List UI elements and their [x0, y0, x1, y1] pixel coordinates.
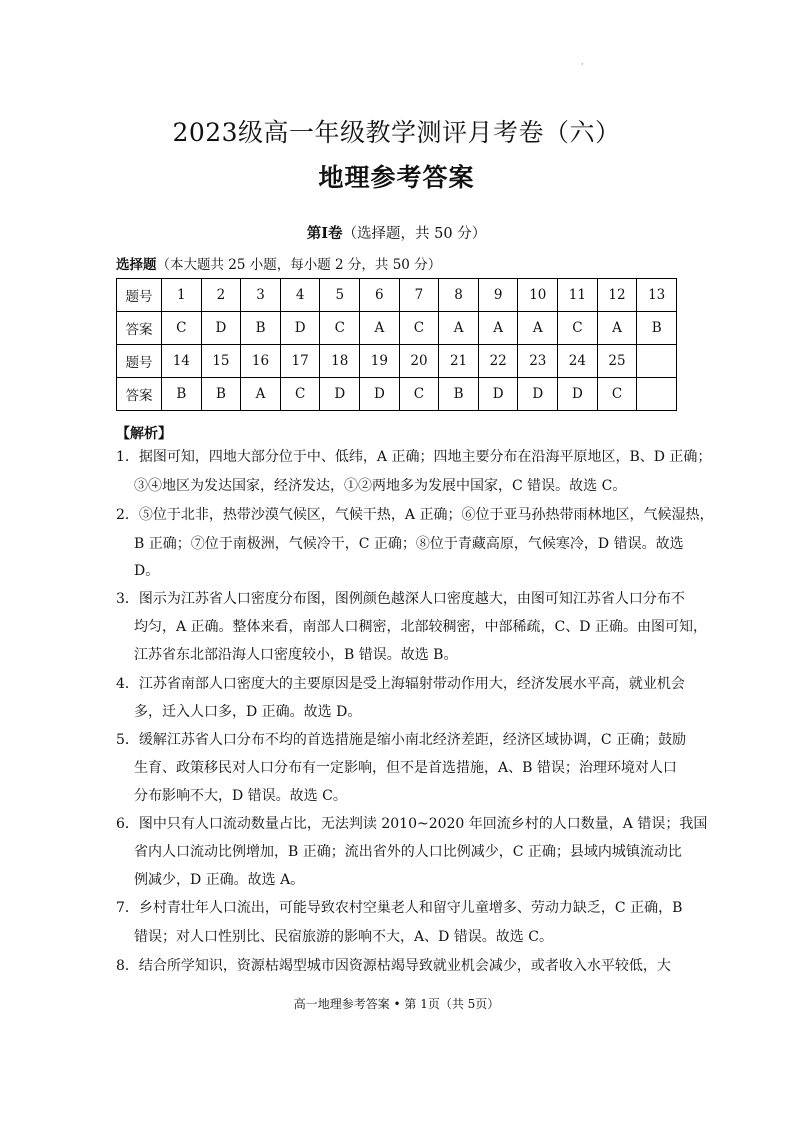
table-cell: C: [162, 312, 202, 345]
table-cell: 8: [439, 279, 479, 312]
corner-dot: ·: [581, 60, 584, 69]
analysis-line: ③④地区为发达国家，经济发达，①②两地多为发展中国家，C 错误。故选 C。: [134, 478, 627, 494]
table-cell: 15: [201, 345, 241, 378]
table-cell: 1: [162, 279, 202, 312]
analysis-line: 3．图示为江苏省人口密度分布图，图例颜色越深人口密度越大，由图可知江苏省人口分布不: [116, 591, 685, 607]
table-row-header: 题号: [117, 279, 162, 312]
table-cell: B: [241, 312, 281, 345]
table-row-header: 答案: [117, 312, 162, 345]
analysis-line: 多，迁入人口多，D 正确。故选 D。: [134, 704, 362, 720]
table-cell: 2: [201, 279, 241, 312]
analysis-line: 2．⑤位于北非，热带沙漠气候区，气候干热，A 正确；⑥位于亚马孙热带雨林地区，气候湿热，: [116, 507, 714, 523]
table-cell: C: [399, 312, 439, 345]
table-cell: C: [280, 378, 320, 411]
section-title-rest: （选择题，共 50 分）: [342, 226, 487, 242]
analysis-line: 8．结合所学知识，资源枯竭型城市因资源枯竭导致就业机会减少，或者收入水平较低，大: [116, 958, 671, 974]
table-cell: A: [360, 312, 400, 345]
answer-table: [116, 278, 677, 411]
page-footer: 高一地理参考答案 • 第 1页（共 5页）: [293, 997, 500, 1011]
table-cell: D: [478, 378, 518, 411]
table-cell: C: [558, 312, 598, 345]
table-cell: [637, 345, 677, 378]
analysis-line: 6．图中只有人口流动数量占比，无法判读 2010~2020 年回流乡村的人口数量，A 错误；我国: [116, 816, 708, 832]
analysis-line: 7．乡村青壮年人口流出，可能导致农村空巢老人和留守儿童增多、劳动力缺乏，C 正确，B: [116, 900, 683, 916]
table-cell: 4: [280, 279, 320, 312]
table-cell: 14: [162, 345, 202, 378]
table-cell: B: [162, 378, 202, 411]
table-cell: 24: [558, 345, 598, 378]
table-cell: A: [439, 312, 479, 345]
table-cell: 25: [597, 345, 637, 378]
table-cell: A: [241, 378, 281, 411]
analysis-line: 1．据图可知，四地大部分位于中、低纬，A 正确；四地主要分布在沿海平原地区，B、D 正确；: [116, 449, 712, 465]
analysis-line: 5．缓解江苏省人口分布不均的首选措施是缩小南北经济差距，经济区域协调，C 正确；鼓励: [116, 732, 687, 748]
table-cell: [637, 378, 677, 411]
table-cell: 19: [360, 345, 400, 378]
table-cell: D: [558, 378, 598, 411]
table-cell: 6: [360, 279, 400, 312]
table-cell: 22: [478, 345, 518, 378]
section-heading: [0, 222, 793, 243]
table-cell: A: [518, 312, 558, 345]
table-cell: 13: [637, 279, 677, 312]
table-cell: A: [478, 312, 518, 345]
table-cell: D: [320, 378, 360, 411]
table-cell: D: [201, 312, 241, 345]
table-cell: D: [280, 312, 320, 345]
analysis-line: 生育、政策移民对人口分布有一定影响，但不是首选措施，A、B 错误；治理环境对人口: [134, 760, 677, 776]
table-cell: 17: [280, 345, 320, 378]
table-cell: B: [439, 378, 479, 411]
document-subtitle: 地理参考答案: [318, 163, 475, 192]
table-cell: 9: [478, 279, 518, 312]
table-cell: 18: [320, 345, 360, 378]
table-cell: 12: [597, 279, 637, 312]
table-row-header: 题号: [117, 345, 162, 378]
table-cell: 20: [399, 345, 439, 378]
analysis-line: B 正确；⑦位于南极洲，气候冷干，C 正确；⑧位于青藏高原，气候寒冷，D 错误。故选: [134, 536, 684, 552]
table-cell: D: [518, 378, 558, 411]
table-cell: C: [597, 378, 637, 411]
analysis-heading: 【解析】: [116, 426, 172, 442]
document-title: 2023级高一年级教学测评月考卷（六）: [172, 118, 621, 147]
table-row-question-numbers: [117, 279, 677, 312]
instructions-rest: （本大题共 25 小题，每小题 2 分，共 50 分）: [156, 257, 442, 273]
analysis-line: 错误；对人口性别比、民宿旅游的影响不大，A、D 错误。故选 C。: [134, 929, 553, 945]
table-cell: 10: [518, 279, 558, 312]
table-cell: 3: [241, 279, 281, 312]
table-cell: 5: [320, 279, 360, 312]
table-cell: 7: [399, 279, 439, 312]
analysis-line: D。: [134, 563, 160, 579]
table-cell: A: [597, 312, 637, 345]
table-cell: B: [637, 312, 677, 345]
table-row-question-numbers: [117, 345, 677, 378]
table-cell: D: [360, 378, 400, 411]
table-row-header: 答案: [117, 378, 162, 411]
table-cell: C: [399, 378, 439, 411]
table-cell: 21: [439, 345, 479, 378]
table-cell: 23: [518, 345, 558, 378]
analysis-line: 分布影响不大，D 错误。故选 C。: [134, 788, 347, 804]
analysis-line: 省内人口流动比例增加，B 正确；流出省外的人口比例减少，C 正确；县域内城镇流动比: [134, 844, 682, 860]
section-title-bold: 第Ⅰ卷: [306, 225, 343, 242]
table-row-answers: [117, 378, 677, 411]
table-cell: 16: [241, 345, 281, 378]
analysis-line: 例减少，D 正确。故选 A。: [134, 872, 305, 888]
analysis-line: 江苏省东北部沿海人口密度较小，B 错误。故选 B。: [134, 647, 458, 663]
question-instructions: [116, 253, 441, 273]
analysis-line: 4．江苏省南部人口密度大的主要原因是受上海辐射带动作用大，经济发展水平高，就业机会: [116, 676, 685, 692]
instructions-bold: 选择题: [116, 257, 157, 273]
table-cell: C: [320, 312, 360, 345]
table-cell: 11: [558, 279, 598, 312]
table-row-answers: [117, 312, 677, 345]
table-cell: B: [201, 378, 241, 411]
analysis-line: 均匀，A 正确。整体来看，南部人口稠密，北部较稠密，中部稀疏，C、D 正确。由图可知，: [134, 619, 707, 635]
